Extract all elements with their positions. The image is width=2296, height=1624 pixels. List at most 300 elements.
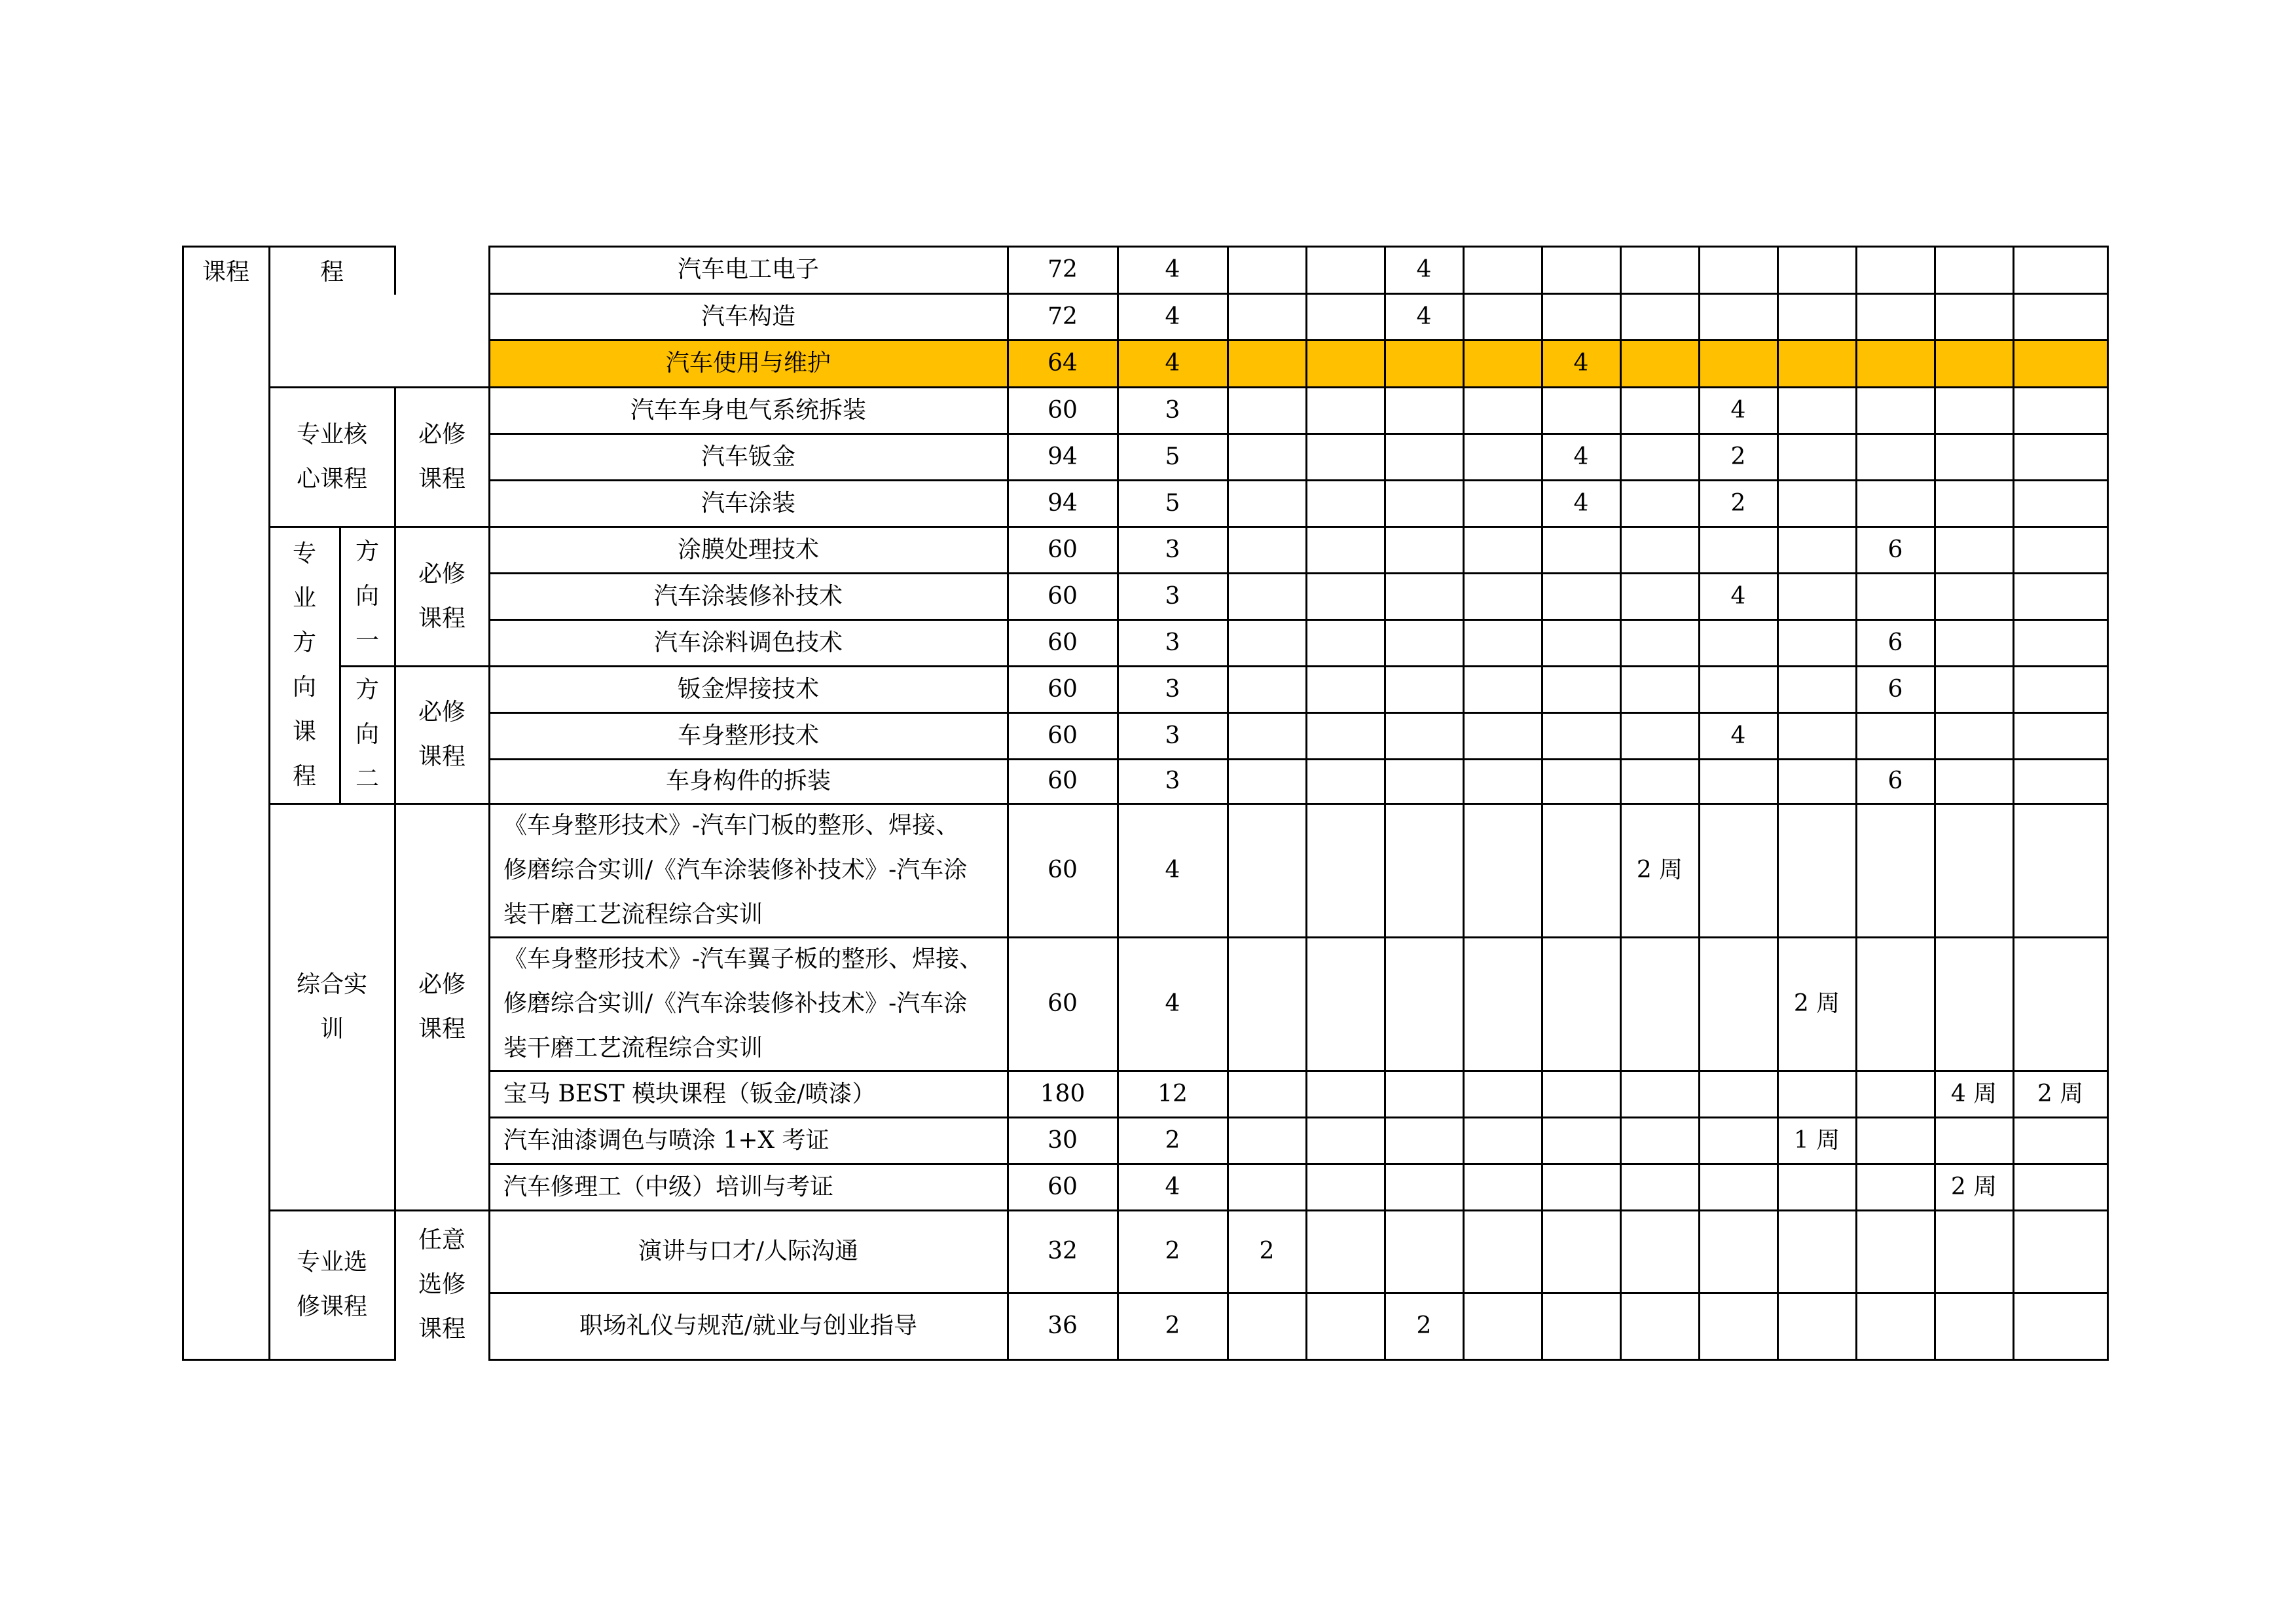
course-hours: 64 bbox=[1048, 350, 1078, 377]
category-elective-courses bbox=[269, 1210, 395, 1359]
semester-cell bbox=[1777, 759, 1856, 803]
semester-cell bbox=[1463, 434, 1542, 480]
semester-cell bbox=[1699, 526, 1777, 573]
course-hours: 180 bbox=[1040, 1080, 1085, 1107]
direction-one-label bbox=[340, 526, 395, 666]
course-credits: 12 bbox=[1157, 1080, 1188, 1107]
semester-cell: 4 bbox=[1573, 443, 1589, 470]
semester-cell bbox=[1463, 1071, 1542, 1117]
semester-cell bbox=[1306, 340, 1385, 387]
semester-cell: 2 周 bbox=[2037, 1080, 2084, 1107]
semester-cell bbox=[1699, 619, 1777, 666]
category-comprehensive-training bbox=[269, 803, 395, 1210]
semester-cell bbox=[1385, 526, 1463, 573]
semester-cell bbox=[1542, 1071, 1620, 1117]
course-name-line: 修磨综合实训/《汽车涂装修补技术》-汽车涂 bbox=[503, 857, 968, 883]
course-name-line: 装干磨工艺流程综合实训 bbox=[503, 901, 763, 928]
semester-cell bbox=[1699, 1117, 1777, 1164]
semester-cell bbox=[1228, 1164, 1306, 1210]
course-hours: 60 bbox=[1048, 767, 1078, 794]
semester-cell bbox=[1935, 666, 2013, 712]
semester-cell bbox=[1306, 1071, 1385, 1117]
semester-cell bbox=[1542, 573, 1620, 619]
semester-cell bbox=[1620, 937, 1699, 1071]
course-hours: 60 bbox=[1048, 857, 1078, 883]
semester-cell bbox=[2013, 526, 2107, 573]
semester-cell bbox=[1542, 246, 1620, 293]
course-name bbox=[489, 803, 1008, 937]
semester-cell bbox=[1463, 1117, 1542, 1164]
semester-cell bbox=[1542, 619, 1620, 666]
semester-cell bbox=[1699, 1071, 1777, 1117]
semester-cell bbox=[1856, 712, 1935, 759]
course-name: 职场礼仪与规范/就业与创业指导 bbox=[579, 1312, 918, 1339]
semester-cell bbox=[1856, 1117, 1935, 1164]
course-credits: 4 bbox=[1165, 350, 1180, 377]
semester-cell bbox=[1856, 340, 1935, 387]
semester-cell: 4 bbox=[1730, 396, 1746, 424]
semester-cell bbox=[1228, 434, 1306, 480]
semester-cell bbox=[2013, 246, 2107, 293]
semester-cell bbox=[1856, 434, 1935, 480]
semester-cell bbox=[1935, 246, 2013, 293]
course-hours: 60 bbox=[1048, 582, 1078, 610]
course-name: 车身整形技术 bbox=[677, 722, 819, 749]
semester-cell bbox=[1777, 712, 1856, 759]
semester-cell bbox=[1306, 387, 1385, 434]
course-name: 汽车油漆调色与喷涂 1+X 考证 bbox=[503, 1126, 829, 1154]
semester-cell bbox=[1699, 937, 1777, 1071]
semester-cell bbox=[2013, 293, 2107, 340]
semester-cell bbox=[1385, 340, 1463, 387]
semester-cell bbox=[1620, 712, 1699, 759]
semester-cell: 6 bbox=[1887, 675, 1903, 703]
dir2-required-line1: 必修 bbox=[418, 699, 465, 726]
semester-cell bbox=[1856, 246, 1935, 293]
semester-cell bbox=[1385, 1164, 1463, 1210]
dir-char: 程 bbox=[292, 762, 316, 790]
optional-line1: 任意 bbox=[418, 1227, 465, 1253]
semester-cell bbox=[1542, 1210, 1620, 1293]
semester-cell bbox=[1385, 1210, 1463, 1293]
semester-cell bbox=[1463, 246, 1542, 293]
semester-cell bbox=[1385, 712, 1463, 759]
semester-cell bbox=[1777, 573, 1856, 619]
core-required-line2: 课程 bbox=[418, 465, 465, 492]
semester-cell bbox=[2013, 573, 2107, 619]
semester-cell bbox=[1856, 1071, 1935, 1117]
semester-cell bbox=[1935, 937, 2013, 1071]
semester-cell: 6 bbox=[1887, 629, 1903, 656]
semester-cell bbox=[1856, 293, 1935, 340]
semester-cell: 4 bbox=[1730, 722, 1746, 749]
course-hours: 72 bbox=[1048, 303, 1078, 330]
course-hours: 36 bbox=[1048, 1312, 1078, 1339]
course-credits: 3 bbox=[1165, 722, 1180, 749]
semester-cell bbox=[1228, 803, 1306, 937]
dir-char: 向 bbox=[292, 673, 316, 701]
dir1-required-label bbox=[395, 526, 489, 666]
course-name: 车身构件的拆装 bbox=[665, 767, 831, 794]
semester-cell: 4 bbox=[1416, 256, 1432, 283]
course-credits: 5 bbox=[1165, 489, 1180, 517]
semester-cell bbox=[1699, 1210, 1777, 1293]
course-hours: 60 bbox=[1048, 629, 1078, 656]
semester-cell bbox=[1620, 480, 1699, 526]
semester-cell bbox=[1699, 293, 1777, 340]
semester-cell bbox=[1306, 1210, 1385, 1293]
course-name: 汽车修理工（中级）培训与考证 bbox=[503, 1173, 834, 1200]
category-core-courses bbox=[269, 387, 395, 526]
semester-cell bbox=[1620, 1071, 1699, 1117]
semester-cell bbox=[1699, 1164, 1777, 1210]
dir1-char: 方 bbox=[355, 538, 379, 565]
semester-cell bbox=[1228, 1071, 1306, 1117]
semester-cell bbox=[1306, 1293, 1385, 1359]
comp-line1: 综合实 bbox=[296, 970, 367, 998]
course-credits: 2 bbox=[1165, 1238, 1180, 1264]
semester-cell bbox=[1777, 1293, 1856, 1359]
semester-cell bbox=[1856, 937, 1935, 1071]
category-curriculum: 课程 bbox=[202, 259, 249, 286]
elective-line1: 专业选 bbox=[296, 1249, 367, 1276]
course-name-line: 《车身整形技术》-汽车翼子板的整形、焊接、 bbox=[503, 946, 983, 972]
semester-cell bbox=[1385, 573, 1463, 619]
semester-cell bbox=[1777, 666, 1856, 712]
semester-cell bbox=[1777, 387, 1856, 434]
course-hours: 60 bbox=[1048, 675, 1078, 703]
semester-cell bbox=[2013, 387, 2107, 434]
semester-cell bbox=[1699, 246, 1777, 293]
semester-cell bbox=[1463, 759, 1542, 803]
semester-cell bbox=[1935, 712, 2013, 759]
semester-cell bbox=[1620, 293, 1699, 340]
semester-cell bbox=[1542, 937, 1620, 1071]
semester-cell: 4 bbox=[1573, 489, 1589, 517]
dir-char: 课 bbox=[292, 718, 316, 745]
semester-cell bbox=[1463, 340, 1542, 387]
elective-optional-label bbox=[395, 1210, 489, 1359]
semester-cell: 2 周 bbox=[1950, 1173, 1997, 1200]
semester-cell: 6 bbox=[1887, 767, 1903, 794]
semester-cell bbox=[1463, 619, 1542, 666]
grid-line bbox=[268, 246, 270, 1361]
semester-cell bbox=[2013, 712, 2107, 759]
course-hours: 60 bbox=[1048, 990, 1078, 1017]
semester-cell: 4 bbox=[1416, 303, 1432, 330]
semester-cell: 2 周 bbox=[1793, 990, 1840, 1017]
semester-cell bbox=[1385, 434, 1463, 480]
semester-cell bbox=[1777, 1071, 1856, 1117]
grid-line bbox=[268, 1209, 490, 1211]
semester-cell bbox=[1620, 526, 1699, 573]
semester-cell bbox=[1699, 340, 1777, 387]
comp-required-line1: 必修 bbox=[418, 970, 465, 998]
semester-cell bbox=[1306, 803, 1385, 937]
grid-line bbox=[339, 665, 490, 667]
semester-cell bbox=[1620, 619, 1699, 666]
semester-cell bbox=[1306, 619, 1385, 666]
semester-cell: 4 bbox=[1730, 582, 1746, 610]
core-required-label bbox=[395, 387, 489, 526]
semester-cell bbox=[1385, 480, 1463, 526]
course-name bbox=[489, 937, 1008, 1071]
course-hours: 94 bbox=[1048, 443, 1078, 470]
grid-line bbox=[268, 526, 490, 528]
optional-line3: 课程 bbox=[418, 1316, 465, 1342]
category-cheng: 程 bbox=[319, 259, 344, 286]
semester-cell bbox=[1542, 1293, 1620, 1359]
category-core-line2: 心课程 bbox=[296, 465, 367, 492]
course-credits: 5 bbox=[1165, 443, 1180, 470]
semester-cell bbox=[1620, 1117, 1699, 1164]
semester-cell bbox=[1856, 1210, 1935, 1293]
semester-cell bbox=[1935, 619, 2013, 666]
semester-cell bbox=[2013, 480, 2107, 526]
course-name-line: 《车身整形技术》-汽车门板的整形、焊接、 bbox=[503, 812, 960, 839]
semester-cell bbox=[1856, 573, 1935, 619]
course-hours: 60 bbox=[1048, 722, 1078, 749]
semester-cell: 4 周 bbox=[1950, 1080, 1997, 1107]
semester-cell bbox=[1935, 480, 2013, 526]
semester-cell bbox=[1228, 1293, 1306, 1359]
course-hours: 60 bbox=[1048, 536, 1078, 563]
semester-cell bbox=[2013, 1293, 2107, 1359]
semester-cell bbox=[1935, 759, 2013, 803]
course-name: 汽车使用与维护 bbox=[665, 350, 831, 377]
grid-line bbox=[182, 246, 184, 1361]
semester-cell bbox=[1306, 666, 1385, 712]
semester-cell: 2 周 bbox=[1636, 857, 1683, 883]
dir1-char: 一 bbox=[355, 627, 379, 654]
semester-cell bbox=[1306, 246, 1385, 293]
semester-cell bbox=[1935, 1117, 2013, 1164]
comp-line2: 训 bbox=[319, 1015, 344, 1043]
semester-cell bbox=[1463, 1210, 1542, 1293]
semester-cell bbox=[1699, 666, 1777, 712]
semester-cell bbox=[1542, 712, 1620, 759]
course-name: 汽车涂料调色技术 bbox=[653, 629, 843, 656]
semester-cell bbox=[1306, 712, 1385, 759]
dir2-char: 向 bbox=[355, 721, 379, 748]
course-name: 演讲与口才/人际沟通 bbox=[638, 1238, 859, 1264]
semester-cell: 1 周 bbox=[1793, 1126, 1840, 1154]
course-name: 汽车构造 bbox=[701, 303, 795, 330]
course-credits: 3 bbox=[1165, 536, 1180, 563]
grid-line bbox=[339, 526, 341, 805]
semester-cell bbox=[1699, 1293, 1777, 1359]
course-name: 汽车涂装 bbox=[701, 489, 795, 517]
semester-cell bbox=[1463, 526, 1542, 573]
semester-cell bbox=[1856, 1293, 1935, 1359]
course-hours: 30 bbox=[1048, 1126, 1078, 1154]
course-credits: 2 bbox=[1165, 1312, 1180, 1339]
semester-cell bbox=[1228, 340, 1306, 387]
dir2-required-label bbox=[395, 666, 489, 803]
grid-line bbox=[268, 803, 490, 805]
grid-line bbox=[182, 246, 396, 248]
semester-cell bbox=[2013, 1117, 2107, 1164]
course-hours: 72 bbox=[1048, 256, 1078, 283]
semester-cell bbox=[1620, 666, 1699, 712]
semester-cell bbox=[1228, 573, 1306, 619]
semester-cell bbox=[1385, 387, 1463, 434]
dir1-required-line1: 必修 bbox=[418, 560, 465, 587]
semester-cell bbox=[1463, 1293, 1542, 1359]
semester-cell bbox=[1935, 1210, 2013, 1293]
semester-cell bbox=[1699, 803, 1777, 937]
semester-cell bbox=[1777, 526, 1856, 573]
course-name: 汽车涂装修补技术 bbox=[653, 582, 843, 610]
semester-cell bbox=[1228, 526, 1306, 573]
semester-cell bbox=[1228, 937, 1306, 1071]
semester-cell bbox=[2013, 1164, 2107, 1210]
course-hours: 60 bbox=[1048, 1173, 1078, 1200]
semester-cell bbox=[1542, 526, 1620, 573]
semester-cell bbox=[1463, 803, 1542, 937]
semester-cell bbox=[1620, 759, 1699, 803]
semester-cell bbox=[1777, 803, 1856, 937]
semester-cell bbox=[1935, 293, 2013, 340]
semester-cell bbox=[1856, 1164, 1935, 1210]
semester-cell bbox=[1228, 712, 1306, 759]
semester-cell bbox=[2013, 619, 2107, 666]
grid-line bbox=[182, 1359, 396, 1361]
comp-required-line2: 课程 bbox=[418, 1015, 465, 1043]
semester-cell bbox=[1463, 480, 1542, 526]
semester-cell: 6 bbox=[1887, 536, 1903, 563]
semester-cell bbox=[2013, 759, 2107, 803]
semester-cell bbox=[1620, 246, 1699, 293]
semester-cell bbox=[1385, 803, 1463, 937]
semester-cell bbox=[1542, 759, 1620, 803]
semester-cell bbox=[1306, 480, 1385, 526]
semester-cell bbox=[1620, 1164, 1699, 1210]
semester-cell bbox=[1306, 293, 1385, 340]
course-credits: 3 bbox=[1165, 629, 1180, 656]
semester-cell bbox=[2013, 1210, 2107, 1293]
semester-cell bbox=[1620, 573, 1699, 619]
semester-cell bbox=[1620, 340, 1699, 387]
dir2-char: 方 bbox=[355, 676, 379, 703]
course-credits: 4 bbox=[1165, 990, 1180, 1017]
semester-cell bbox=[1306, 937, 1385, 1071]
semester-cell bbox=[1620, 1210, 1699, 1293]
semester-cell bbox=[1228, 480, 1306, 526]
comp-required-label bbox=[395, 803, 489, 1210]
course-name: 汽车车身电气系统拆装 bbox=[630, 396, 866, 424]
grid-line bbox=[394, 386, 396, 1361]
semester-cell bbox=[1306, 759, 1385, 803]
semester-cell bbox=[1306, 1117, 1385, 1164]
course-credits: 4 bbox=[1165, 857, 1180, 883]
semester-cell bbox=[1542, 293, 1620, 340]
elective-line2: 修课程 bbox=[296, 1293, 367, 1320]
semester-cell bbox=[1306, 434, 1385, 480]
semester-cell: 2 bbox=[1730, 443, 1746, 470]
course-credits: 3 bbox=[1165, 396, 1180, 424]
semester-cell bbox=[1935, 387, 2013, 434]
grid-line bbox=[394, 246, 396, 295]
semester-cell bbox=[1777, 1210, 1856, 1293]
semester-cell bbox=[1463, 293, 1542, 340]
semester-cell bbox=[1463, 573, 1542, 619]
course-credits: 3 bbox=[1165, 767, 1180, 794]
semester-cell bbox=[1935, 526, 2013, 573]
semester-cell bbox=[1856, 803, 1935, 937]
course-name: 钣金焊接技术 bbox=[677, 675, 819, 703]
course-name: 汽车电工电子 bbox=[677, 256, 819, 283]
semester-cell bbox=[1463, 937, 1542, 1071]
semester-cell bbox=[1542, 803, 1620, 937]
core-required-line1: 必修 bbox=[418, 420, 465, 448]
semester-cell bbox=[1542, 1164, 1620, 1210]
semester-cell bbox=[2013, 434, 2107, 480]
semester-cell bbox=[1542, 387, 1620, 434]
course-name: 汽车钣金 bbox=[701, 443, 795, 470]
grid-line bbox=[268, 386, 490, 388]
semester-cell bbox=[1620, 1293, 1699, 1359]
semester-cell bbox=[1228, 293, 1306, 340]
dir2-required-line2: 课程 bbox=[418, 743, 465, 770]
category-core-line1: 专业核 bbox=[296, 420, 367, 448]
category-direction-courses bbox=[269, 526, 340, 803]
course-credits: 4 bbox=[1165, 303, 1180, 330]
optional-line2: 选修 bbox=[418, 1271, 465, 1298]
semester-cell bbox=[1935, 803, 2013, 937]
semester-cell bbox=[1385, 937, 1463, 1071]
course-credits: 4 bbox=[1165, 256, 1180, 283]
semester-cell bbox=[1777, 246, 1856, 293]
semester-cell bbox=[1935, 573, 2013, 619]
course-credits: 4 bbox=[1165, 1173, 1180, 1200]
semester-cell bbox=[1385, 1071, 1463, 1117]
semester-cell bbox=[1463, 1164, 1542, 1210]
semester-cell bbox=[2013, 937, 2107, 1071]
semester-cell bbox=[1463, 387, 1542, 434]
semester-cell bbox=[1777, 434, 1856, 480]
course-name-line: 修磨综合实训/《汽车涂装修补技术》-汽车涂 bbox=[503, 990, 968, 1017]
semester-cell bbox=[1935, 340, 2013, 387]
semester-cell bbox=[1777, 619, 1856, 666]
semester-cell: 2 bbox=[1259, 1238, 1275, 1264]
course-hours: 60 bbox=[1048, 396, 1078, 424]
semester-cell bbox=[1228, 666, 1306, 712]
semester-cell bbox=[1228, 759, 1306, 803]
semester-cell bbox=[1385, 619, 1463, 666]
semester-cell bbox=[1542, 1117, 1620, 1164]
semester-cell bbox=[1306, 526, 1385, 573]
course-name-line: 装干磨工艺流程综合实训 bbox=[503, 1035, 763, 1061]
semester-cell bbox=[1385, 666, 1463, 712]
course-hours: 94 bbox=[1048, 489, 1078, 517]
semester-cell: 2 bbox=[1730, 489, 1746, 517]
semester-cell bbox=[1620, 434, 1699, 480]
semester-cell bbox=[1542, 666, 1620, 712]
semester-cell bbox=[1777, 293, 1856, 340]
dir-char: 业 bbox=[292, 584, 316, 612]
semester-cell bbox=[1777, 1164, 1856, 1210]
semester-cell: 2 bbox=[1416, 1312, 1432, 1339]
dir1-char: 向 bbox=[355, 582, 379, 610]
dir2-char: 二 bbox=[355, 766, 379, 792]
semester-cell bbox=[1777, 480, 1856, 526]
semester-cell bbox=[1385, 759, 1463, 803]
semester-cell bbox=[1856, 387, 1935, 434]
semester-cell bbox=[1699, 759, 1777, 803]
semester-cell bbox=[1228, 1117, 1306, 1164]
semester-cell bbox=[1620, 387, 1699, 434]
